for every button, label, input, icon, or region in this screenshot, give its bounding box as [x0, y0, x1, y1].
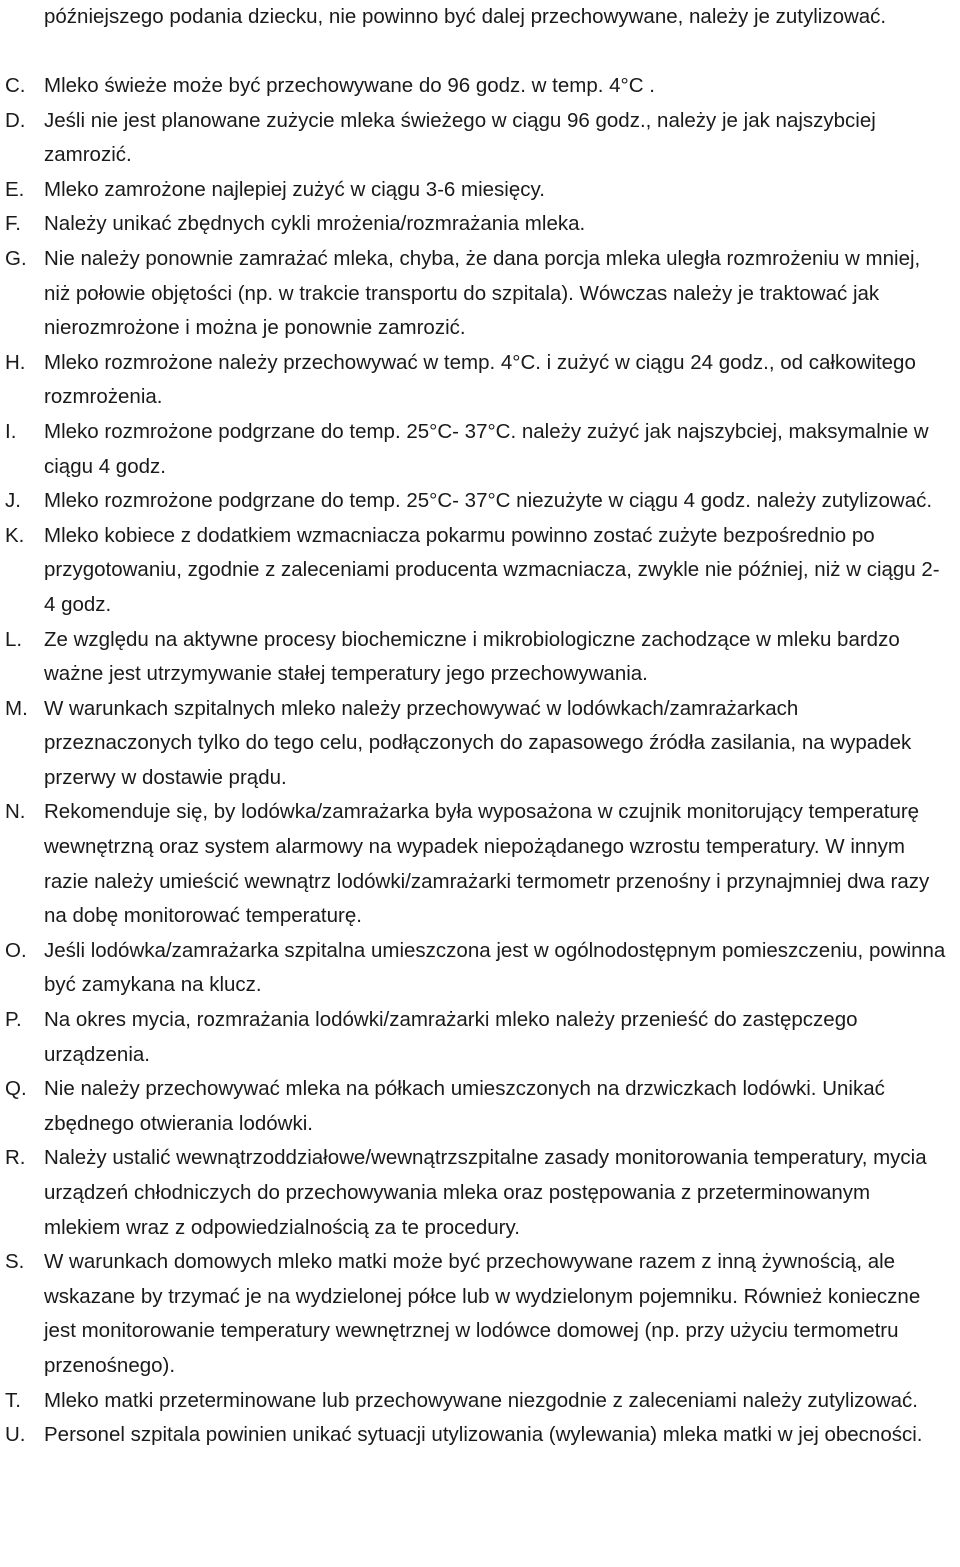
list-item	[0, 1072, 960, 1141]
list-item-marker: I.	[5, 419, 17, 443]
continuation-paragraph: późniejszego podania dziecku, nie powinno być dalej przechowywane, należy je zutylizować.	[44, 5, 887, 28]
list-item-marker: U.	[5, 1423, 26, 1447]
list-item-marker: G.	[5, 246, 27, 270]
list-item	[0, 69, 960, 104]
list-item-text: Rekomenduje się, by lodówka/zamrażarka była wyposażona w czujnik monitorujący temperaturę wewnętrzną oraz system alarmowy na wypadek niepożądanego wzrostu temperatury. W innym razie należy umieścić wewnątrz lodówki/zamrażarki termometr przenośny i przynajmniej dwa razy na dobę monitorować temperaturę.	[44, 800, 930, 928]
list-item-marker: K.	[5, 523, 25, 547]
list-item-text: Mleko matki przeterminowane lub przechowywane niezgodnie z zaleceniami należy zutylizować.	[44, 1388, 918, 1412]
list-item-text: Jeśli nie jest planowane zużycie mleka świeżego w ciągu 96 godz., należy je jak najszybciej zamrozić.	[44, 108, 876, 167]
list-item-text: Mleko rozmrożone podgrzane do temp. 25°C- 37°C. należy zużyć jak najszybciej, maksymalnie w ciągu 4 godz.	[44, 419, 929, 478]
list-item-text: Mleko kobiece z dodatkiem wzmacniacza pokarmu powinno zostać zużyte bezpośrednio po przygotowaniu, zgodnie z zaleceniami producenta wzmacniacza, zwykle nie później, niż w ciągu 2- 4 godz.	[44, 523, 940, 616]
list-item-text: Mleko rozmrożone należy przechowywać w temp. 4°C. i zużyć w ciągu 24 godz., od całkowitego rozmrożenia.	[44, 350, 916, 409]
list-item	[0, 484, 960, 519]
list-item	[0, 346, 960, 415]
guidelines-list	[0, 69, 960, 1453]
list-item	[0, 1418, 960, 1453]
list-item-marker: C.	[5, 74, 26, 97]
list-item-text: Ze względu na aktywne procesy biochemiczne i mikrobiologiczne zachodzące w mleku bardzo ważne jest utrzymywanie stałej temperatury jego przechowywania.	[44, 627, 900, 686]
list-item-marker: J.	[5, 489, 21, 513]
list-item-text: Należy ustalić wewnątrzoddziałowe/wewnątrzszpitalne zasady monitorowania temperatury, mycia urządzeń chłodniczych do przechowywania mleka oraz postępowania z przeterminowanym mlekiem wraz z odpowiedzialnością za te procedury.	[44, 1146, 927, 1239]
list-item-text: Personel szpitala powinien unikać sytuacji utylizowania (wylewania) mleka matki w jej obecności.	[44, 1423, 923, 1447]
list-item-text: Na okres mycia, rozmrażania lodówki/zamrażarki mleko należy przenieść do zastępczego urządzenia.	[44, 1008, 858, 1066]
list-item-marker: H.	[5, 350, 26, 374]
list-item-text: Jeśli lodówka/zamrażarka szpitalna umieszczona jest w ogólnodostępnym pomieszczeniu, powinna być zamykana na klucz.	[44, 938, 946, 997]
list-item-text: W warunkach szpitalnych mleko należy przechowywać w lodówkach/zamrażarkach przeznaczonych tylko do tego celu, podłączonych do zapasowego źródła zasilania, na wypadek przerwy w dostawie prądu.	[44, 696, 912, 789]
list-item	[0, 242, 960, 346]
list-item	[0, 1384, 960, 1419]
list-item	[0, 173, 960, 208]
list-item-marker: M.	[5, 696, 28, 720]
list-item-text: Mleko świeże może być przechowywane do 96 godz. w temp. 4°C .	[44, 74, 655, 97]
list-item	[0, 104, 960, 173]
list-item	[0, 623, 960, 692]
list-item-marker: P.	[5, 1008, 22, 1032]
list-item-marker: N.	[5, 800, 26, 824]
list-item-marker: F.	[5, 212, 21, 236]
list-item-marker: E.	[5, 177, 25, 201]
list-item-marker: T.	[5, 1388, 21, 1412]
list-item	[0, 1003, 960, 1072]
list-item	[0, 795, 960, 933]
list-item	[0, 1245, 960, 1383]
list-item-text: W warunkach domowych mleko matki może być przechowywane razem z inną żywnością, ale wskazane by trzymać je na wydzielonej półce lub w wydzielonym pojemniku. Również konieczne jest monitorowanie temperatury wewnętrznej w lodówce domowej (np. przy użyciu termometru przenośnego).	[44, 1250, 921, 1377]
list-item	[0, 1141, 960, 1245]
list-item	[0, 519, 960, 623]
list-item-text: Nie należy przechowywać mleka na półkach umieszczonych na drzwiczkach lodówki. Unikać zbędnego otwierania lodówki.	[44, 1077, 885, 1135]
list-item-marker: D.	[5, 108, 26, 132]
list-item-text: Należy unikać zbędnych cykli mrożenia/rozmrażania mleka.	[44, 212, 586, 236]
list-item-marker: R.	[5, 1146, 26, 1170]
list-item	[0, 415, 960, 484]
list-item-marker: S.	[5, 1250, 25, 1274]
list-item-text: Nie należy ponownie zamrażać mleka, chyba, że dana porcja mleka uległa rozmrożeniu w mniej, niż połowie objętości (np. w trakcie transportu do szpitala). Wówczas należy je traktować jak nierozmrożone i można je ponownie zamrozić.	[44, 246, 921, 340]
list-item	[0, 207, 960, 242]
list-item	[0, 692, 960, 796]
list-item-text: Mleko rozmrożone podgrzane do temp. 25°C- 37°C niezużyte w ciągu 4 godz. należy zutylizować.	[44, 489, 933, 513]
list-item-marker: Q.	[5, 1077, 27, 1101]
list-item	[0, 934, 960, 1003]
list-item-marker: O.	[5, 938, 27, 962]
list-item-text: Mleko zamrożone najlepiej zużyć w ciągu 3-6 miesięcy.	[44, 177, 545, 201]
list-item-marker: L.	[5, 627, 23, 651]
